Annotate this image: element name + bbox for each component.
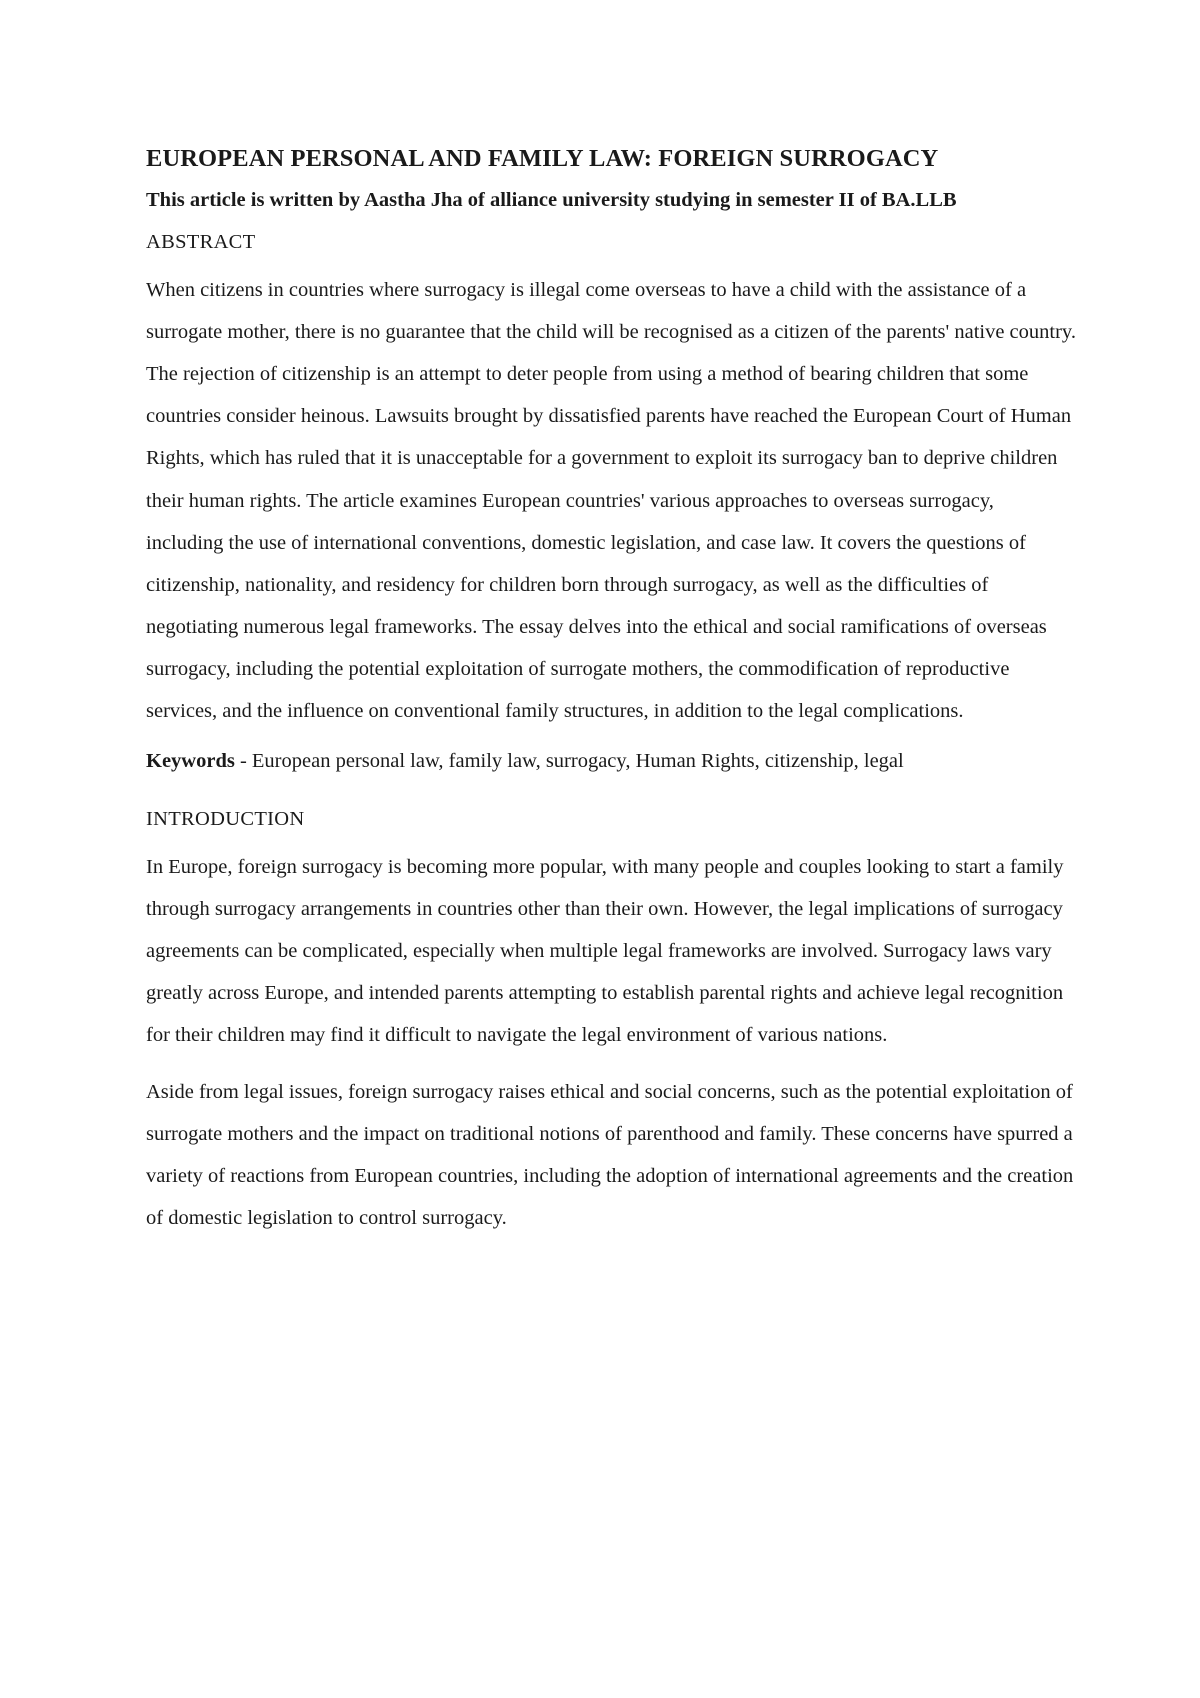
introduction-paragraph-1: In Europe, foreign surrogacy is becoming more popular, with many people and couples looking to start a family through surrogacy arrangements in countries other than their own. However, the legal implications of surrogacy agreements can be complicated, especially when multiple legal frameworks are involved. Surrogacy laws vary greatly across Europe, and intended parents attempting to establish parental rights and achieve legal recognition for their children may find it difficult to navigate the legal environment of various nations.: [146, 856, 1064, 1047]
abstract-heading: ABSTRACT: [146, 231, 256, 254]
introduction-paragraph-2: Aside from legal issues, foreign surrogacy raises ethical and social concerns, such as the potential exploitation of surrogate mothers and the impact on traditional notions of parenthood and family. These concerns have spurred a variety of reactions from European countries, including the adoption of international agreements and the creation of domestic legislation to control surrogacy.: [146, 1080, 1074, 1229]
author-byline: This article is written by Aastha Jha of alliance university studying in semester II of BA.LLB: [146, 189, 957, 212]
document-page: [146, 142, 1076, 1253]
keywords-label: Keywords: [146, 750, 235, 773]
document-title: EUROPEAN PERSONAL AND FAMILY LAW: FOREIGN SURROGACY: [146, 145, 939, 172]
abstract-paragraph: When citizens in countries where surrogacy is illegal come overseas to have a child with the assistance of a surrogate mother, there is no guarantee that the child will be recognised as a citizen of the parents' native country. The rejection of citizenship is an attempt to deter people from using a method of bearing children that some countries consider heinous. Lawsuits brought by dissatisfied parents have reached the European Court of Human Rights, which has ruled that it is unacceptable for a government to exploit its surrogacy ban to deprive children their human rights. The article examines European countries' various approaches to overseas surrogacy, including the use of international conventions, domestic legislation, and case law. It covers the questions of citizenship, nationality, and residency for children born through surrogacy, as well as the difficulties of negotiating numerous legal frameworks. The essay delves into the ethical and social ramifications of overseas surrogacy, including the potential exploitation of surrogate mothers, the commodification of reproductive services, and the influence on conventional family structures, in addition to the legal complications.: [146, 279, 1076, 722]
keywords-list: - European personal law, family law, surrogacy, Human Rights, citizenship, legal: [234, 750, 904, 773]
introduction-heading: INTRODUCTION: [146, 808, 305, 831]
keywords-line: [146, 746, 1076, 776]
